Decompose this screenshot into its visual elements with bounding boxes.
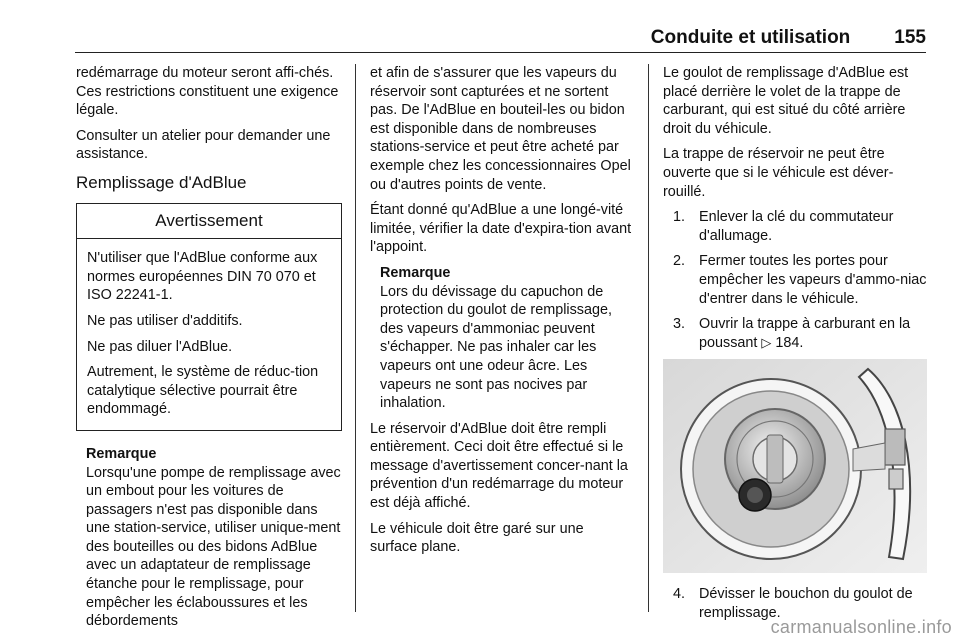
paragraph: La trappe de réservoir ne peut être ouverte que si le véhicule est déver-rouillé.	[663, 146, 894, 200]
page-header	[75, 28, 926, 53]
step-item	[673, 252, 927, 308]
column-divider	[648, 64, 649, 612]
watermark: carmanualsonline.info	[770, 617, 952, 637]
remark-text: Lors du dévissage du capuchon de protection du goulot de remplissage, des vapeurs d'ammoniac peuvent s'échapper. Ne pas inhaler car les vapeurs ont une odeur âcre. Les vapeurs ne sont pas nocives par inhalation.	[380, 283, 612, 412]
step-number: 4.	[673, 586, 686, 603]
note-text: Lorsqu'une pompe de remplissage avec un embout pour les voitures de passagers n'est pas disponible dans une station-service, utiliser unique-ment des bouteilles ou des bidons AdBlue avec un adaptateur de remplissage étanche pour le remplissage, pour empêcher les éclaboussures et les débordements	[86, 464, 341, 630]
step-item	[673, 208, 927, 245]
section-heading: Remplissage d'AdBlue	[76, 172, 247, 192]
paragraph: et afin de s'assurer que les vapeurs du réservoir sont capturées et ne sortent pas. De l'AdBlue en bouteil-les ou bidon est disponible dans de nombreuses stations-service et peut être acheté par exemple chez les concessionnaires Opel ou d'autres points de vente.	[370, 65, 631, 193]
step-text: Enlever la clé du commutateur d'allumage.	[699, 209, 894, 244]
paragraph: Consulter un atelier pour demander une assistance.	[76, 127, 331, 163]
step-content	[699, 315, 927, 352]
remark-box	[370, 264, 634, 413]
step-number: 3.	[673, 316, 686, 333]
paragraph: Étant donné qu'AdBlue a une longé-vité limitée, vérifier la date d'expira-tion avant l'appoint.	[370, 202, 632, 256]
note-box	[76, 445, 342, 631]
warning-line: Autrement, le système de réduc-tion catalytique sélective pourrait être endommagé.	[87, 364, 319, 418]
step-number: 1.	[673, 209, 686, 226]
warning-line: N'utiliser que l'AdBlue conforme aux normes européennes DIN 70 070 et ISO 22241-1.	[87, 250, 318, 304]
warning-title: Avertissement	[77, 204, 341, 240]
warning-body	[77, 239, 341, 430]
remark-title: Remarque	[380, 264, 451, 281]
step-text: Fermer toutes les portes pour empêcher les vapeurs d'ammo-niac d'entrer dans le véhicule.	[699, 253, 927, 307]
paragraph: Le véhicule doit être garé sur une surface plane.	[370, 520, 584, 556]
note-title: Remarque	[86, 445, 157, 462]
column-middle	[370, 64, 634, 564]
warning-line: Ne pas diluer l'AdBlue.	[87, 338, 233, 355]
chapter-title: Conduite et utilisation	[650, 27, 851, 48]
page-number: 155	[894, 27, 926, 48]
step-text: Dévisser le bouchon du goulot de remplissage.	[699, 586, 913, 621]
paragraph: Le réservoir d'AdBlue doit être rempli entièrement. Ceci doit être effectué si le message d'avertissement concer-nant la prévention d'un redémarrage du moteur est déjà affiché.	[370, 420, 628, 512]
page-ref-icon: ▷	[761, 334, 772, 350]
column-divider	[355, 64, 356, 612]
step-number: 2.	[673, 253, 686, 270]
step-item	[673, 315, 927, 352]
warning-box	[76, 203, 342, 431]
warning-line: Ne pas utiliser d'additifs.	[87, 312, 243, 329]
paragraph: Le goulot de remplissage d'AdBlue est placé derrière le volet de la trappe de carburant, qui est situé du côté arrière droit du véhicule.	[663, 65, 909, 137]
paragraph: redémarrage du moteur seront affi-chés. Ces restrictions constituent une exigence légale.	[76, 65, 339, 119]
column-right	[663, 64, 927, 630]
step-text: Ouvrir la trappe à carburant en la poussant	[699, 316, 911, 351]
page-ref: 184.	[775, 334, 804, 351]
fuel-filler-illustration-icon	[663, 359, 927, 573]
column-left	[76, 64, 342, 631]
